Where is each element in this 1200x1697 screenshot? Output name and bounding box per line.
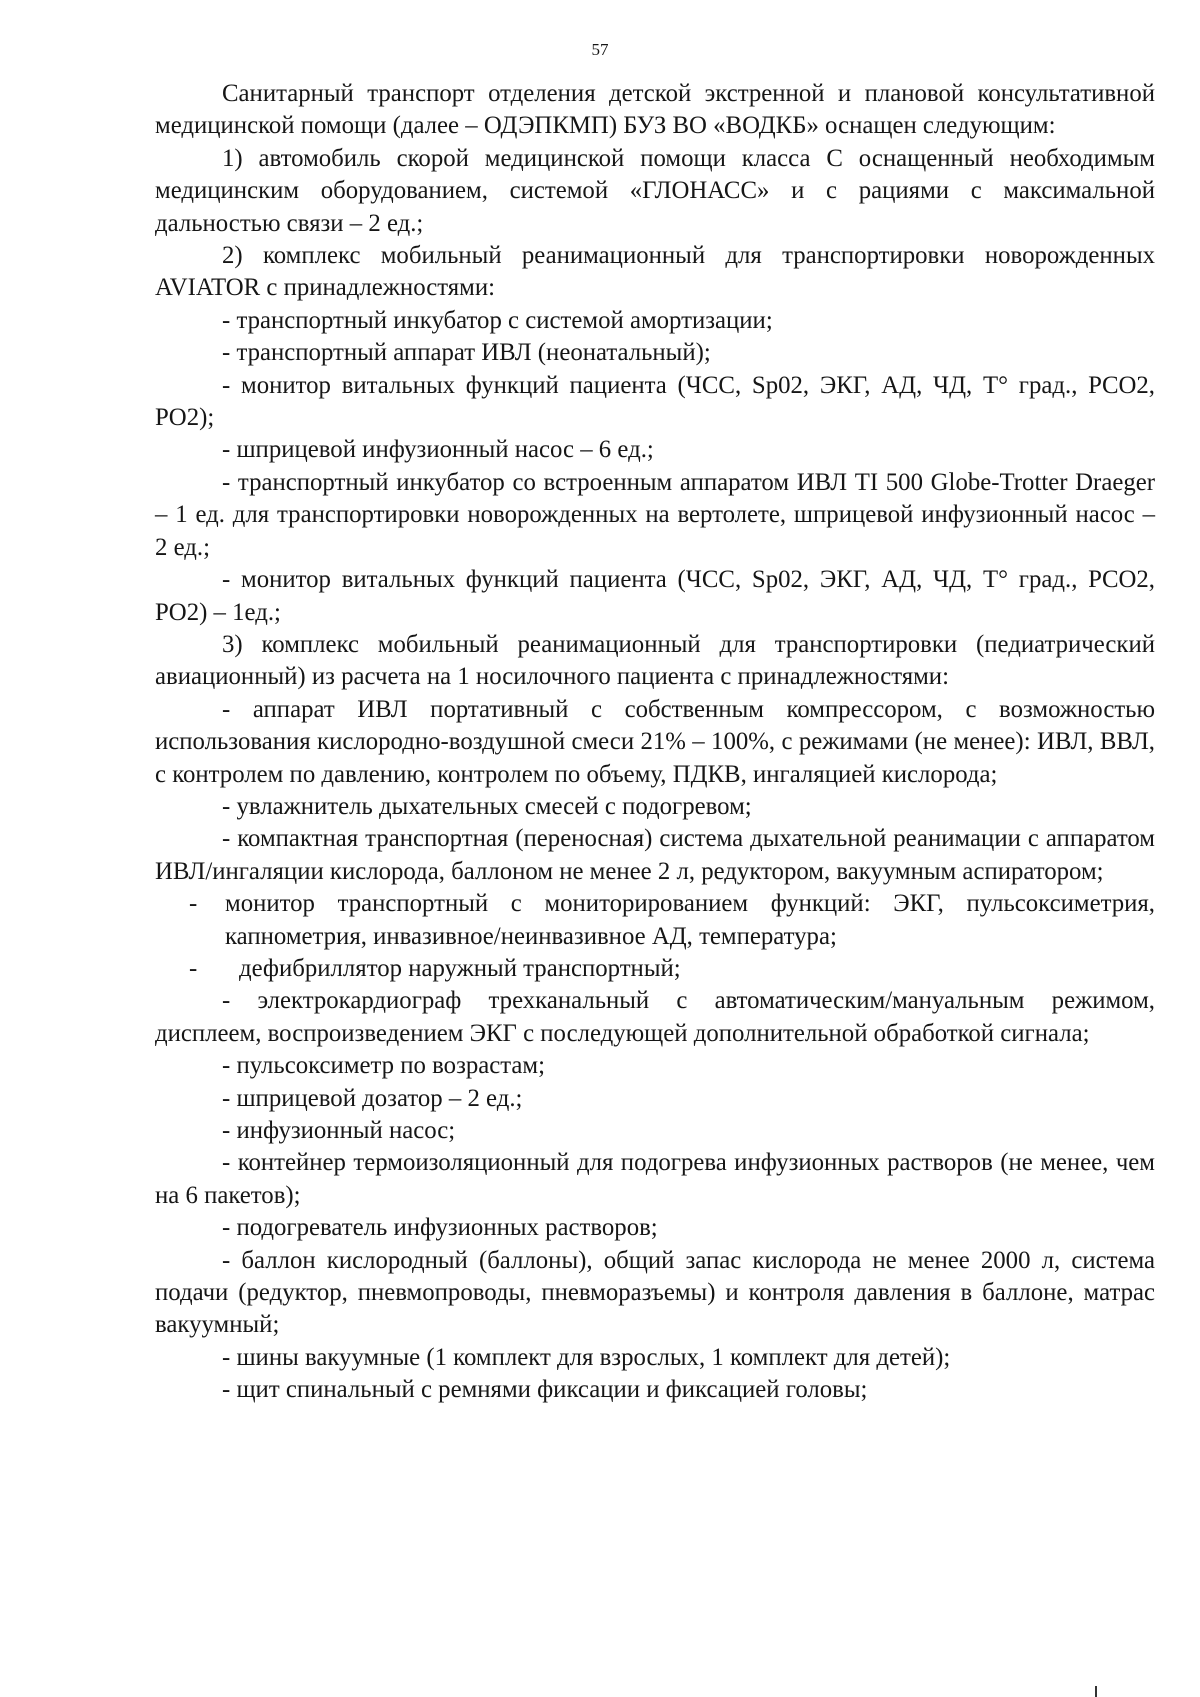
list-item: - шприцевой инфузионный насос – 6 ед.; bbox=[222, 436, 654, 464]
list-item bbox=[155, 953, 1155, 985]
list-item: - щит спинальный с ремнями фиксации и фиксацией головы; bbox=[222, 1376, 868, 1404]
list-item: - монитор витальных функций пациента (ЧСС, Sp02, ЭКГ, АД, ЧД, Т° град., PCO2, PO2) – 1ед.; bbox=[155, 566, 1155, 626]
item-3-pediatric-complex: 3) комплекс мобильный реанимационный для транспортировки (педиатрический авиационный) из расчета на 1 носилочного пациента с принадлежностями: bbox=[155, 630, 1155, 691]
item-2-aviator-complex: 2) комплекс мобильный реанимационный для транспортировки новорожденных AVIATOR с принадлежностями: bbox=[155, 242, 1155, 302]
list-item bbox=[155, 888, 1155, 953]
list-item: - увлажнитель дыхательных смесей с подогревом; bbox=[222, 792, 752, 820]
list-item: - шприцевой дозатор – 2 ед.; bbox=[222, 1084, 523, 1112]
list-item: - компактная транспортная (переносная) система дыхательной реанимации с аппаратом ИВЛ/ингаляции кислорода, баллоном не менее 2 л, редуктором, вакуумным аспиратором; bbox=[155, 825, 1155, 885]
list-item-text: монитор транспортный с мониторированием функций: ЭКГ, пульсоксиметрия, капнометрия, инвазивное/неинвазивное АД, температура; bbox=[225, 890, 1155, 950]
page-number: 57 bbox=[591, 40, 609, 59]
scan-artifact-mark bbox=[1095, 1686, 1097, 1697]
item-1-ambulance: 1) автомобиль скорой медицинской помощи класса С оснащенный необходимым медицинским оборудованием, системой «ГЛОНАСС» и с рациями с максимальной дальностью связи – 2 ед.; bbox=[155, 144, 1155, 237]
list-item: - контейнер термоизоляционный для подогрева инфузионных растворов (не менее, чем на 6 пакетов); bbox=[155, 1149, 1155, 1209]
list-item: - баллон кислородный (баллоны), общий запас кислорода не менее 2000 л, система подачи (редуктор, пневмопроводы, пневморазъемы) и контроля давления в баллоне, матрас вакуумный; bbox=[155, 1246, 1155, 1339]
list-item: - шины вакуумные (1 комплект для взрослых, 1 комплект для детей); bbox=[222, 1343, 951, 1371]
list-item: - транспортный инкубатор с системой амортизации; bbox=[222, 306, 773, 334]
list-item: - транспортный аппарат ИВЛ (неонатальный); bbox=[222, 339, 711, 367]
list-item: - монитор витальных функций пациента (ЧСС, Sp02, ЭКГ, АД, ЧД, Т° град., PCO2, PO2); bbox=[155, 371, 1155, 432]
list-dash: - bbox=[189, 890, 198, 918]
list-item: - пульсоксиметр по возрастам; bbox=[222, 1052, 546, 1080]
list-item: - электрокардиограф трехканальный с автоматическим/мануальным режимом, дисплеем, воспроизведением ЭКГ с последующей дополнительной обработкой сигнала; bbox=[155, 987, 1155, 1047]
list-dash: - bbox=[189, 954, 198, 982]
list-item: - транспортный инкубатор со встроенным аппаратом ИВЛ TI 500 Globe-Trotter Draeger – 1 ед. для транспортировки новорожденных на вертолете, шприцевой инфузионный насос – 2 ед.; bbox=[155, 468, 1155, 561]
page-body bbox=[155, 78, 1155, 1407]
list-item-text: дефибриллятор наружный транспортный; bbox=[239, 954, 681, 982]
list-item: - инфузионный насос; bbox=[222, 1117, 456, 1144]
list-item: - аппарат ИВЛ портативный с собственным компрессором, с возможностью использования кислородно-воздушной смеси 21% – 100%, с режимами (не менее): ИВЛ, ВВЛ, с контролем по давлению, контролем по объему, ПДКВ, ингаляцией кислорода; bbox=[155, 695, 1155, 788]
intro-paragraph: Санитарный транспорт отделения детской экстренной и плановой консультативной медицинской помощи (далее – ОДЭПКМП) БУЗ ВО «ВОДКБ» оснащен следующим: bbox=[155, 80, 1155, 140]
list-item: - подогреватель инфузионных растворов; bbox=[222, 1214, 658, 1242]
